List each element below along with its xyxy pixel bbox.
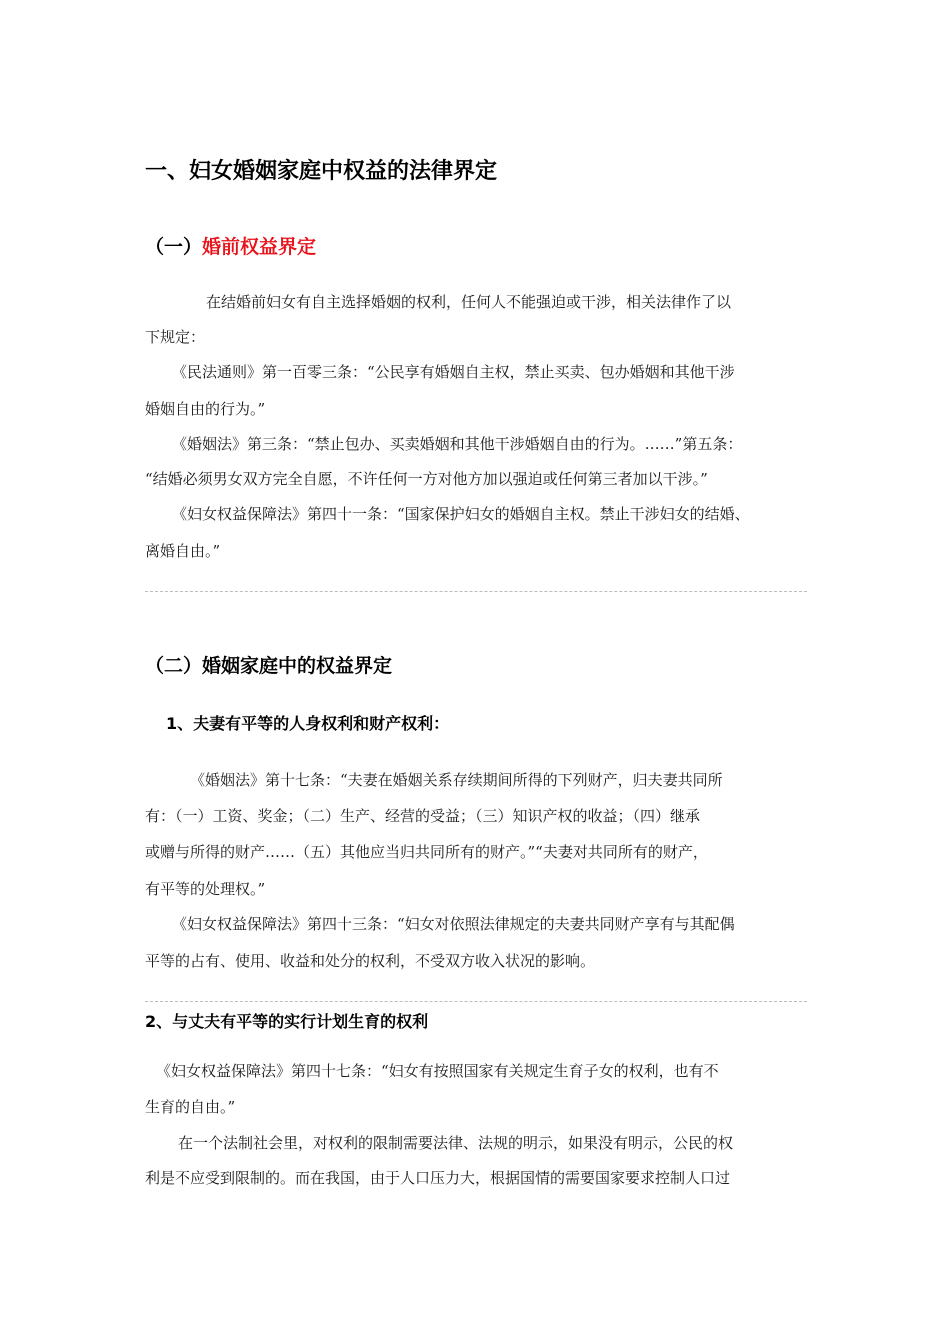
- paragraph-line: 在结婚前妇女有自主选择婚姻的权利，任何人不能强迫或干涉，相关法律作了以: [206, 293, 732, 311]
- paragraph-line: 利是不应受到限制的。而在我国，由于人口压力大，根据国情的需要国家要求控制人口过: [145, 1169, 731, 1187]
- paragraph-line: 或赠与所得的财产……（五）其他应当归共同所有的财产。”“夫妻对共同所有的财产，: [145, 843, 708, 861]
- paragraph-line: 婚姻自由的行为。”: [145, 400, 266, 418]
- paragraph-line: 有平等的处理权。”: [145, 880, 266, 898]
- paragraph-line: 《妇女权益保障法》第四十三条：“妇女对依照法律规定的夫妻共同财产享有与其配偶: [172, 915, 735, 933]
- section-1-heading: [145, 232, 316, 259]
- paragraph-line: 《婚姻法》第三条：“禁止包办、买卖婚姻和其他干涉婚姻自由的行为。……”第五条：: [172, 435, 743, 453]
- section-1-prefix: （一）: [145, 236, 203, 258]
- paragraph-line: 离婚自由。”: [145, 542, 221, 560]
- section-1-title: 婚前权益界定: [202, 236, 317, 258]
- paragraph-line: 《妇女权益保障法》第四十一条：“国家保护妇女的婚姻自主权。禁止干涉妇女的结婚、: [172, 505, 750, 523]
- section-divider: [145, 1001, 807, 1002]
- page-title: 一、妇女婚姻家庭中权益的法律界定: [145, 159, 498, 184]
- paragraph-line: 有：（一）工资、奖金；（二）生产、经营的受益；（三）知识产权的收益；（四）继承: [145, 807, 701, 825]
- paragraph-line: 《民法通则》第一百零三条：“公民享有婚姻自主权，禁止买卖、包办婚姻和其他干涉: [172, 363, 735, 381]
- section-divider: [145, 591, 807, 592]
- paragraph-line: 在一个法制社会里，对权利的限制需要法律、法规的明示，如果没有明示，公民的权: [178, 1134, 734, 1152]
- paragraph-line: “结婚必须男女双方完全自愿，不许任何一方对他方加以强迫或任何第三者加以干涉。”: [145, 470, 708, 488]
- subsection-2-heading: 2、与丈夫有平等的实行计划生育的权利: [145, 1012, 429, 1031]
- paragraph-line: 生育的自由。”: [145, 1098, 236, 1116]
- paragraph-line: 下规定：: [145, 328, 206, 346]
- section-2-heading: （二）婚姻家庭中的权益界定: [145, 655, 393, 677]
- paragraph-line: 平等的占有、使用、收益和处分的权利，不受双方收入状况的影响。: [145, 952, 596, 970]
- paragraph-line: 《婚姻法》第十七条：“夫妻在婚姻关系存续期间所得的下列财产，归夫妻共同所: [190, 771, 723, 789]
- paragraph-line: 《妇女权益保障法》第四十七条：“妇女有按照国家有关规定生育子女的权利，也有不: [156, 1062, 719, 1080]
- subsection-1-heading: 1、夫妻有平等的人身权利和财产权利：: [166, 714, 450, 733]
